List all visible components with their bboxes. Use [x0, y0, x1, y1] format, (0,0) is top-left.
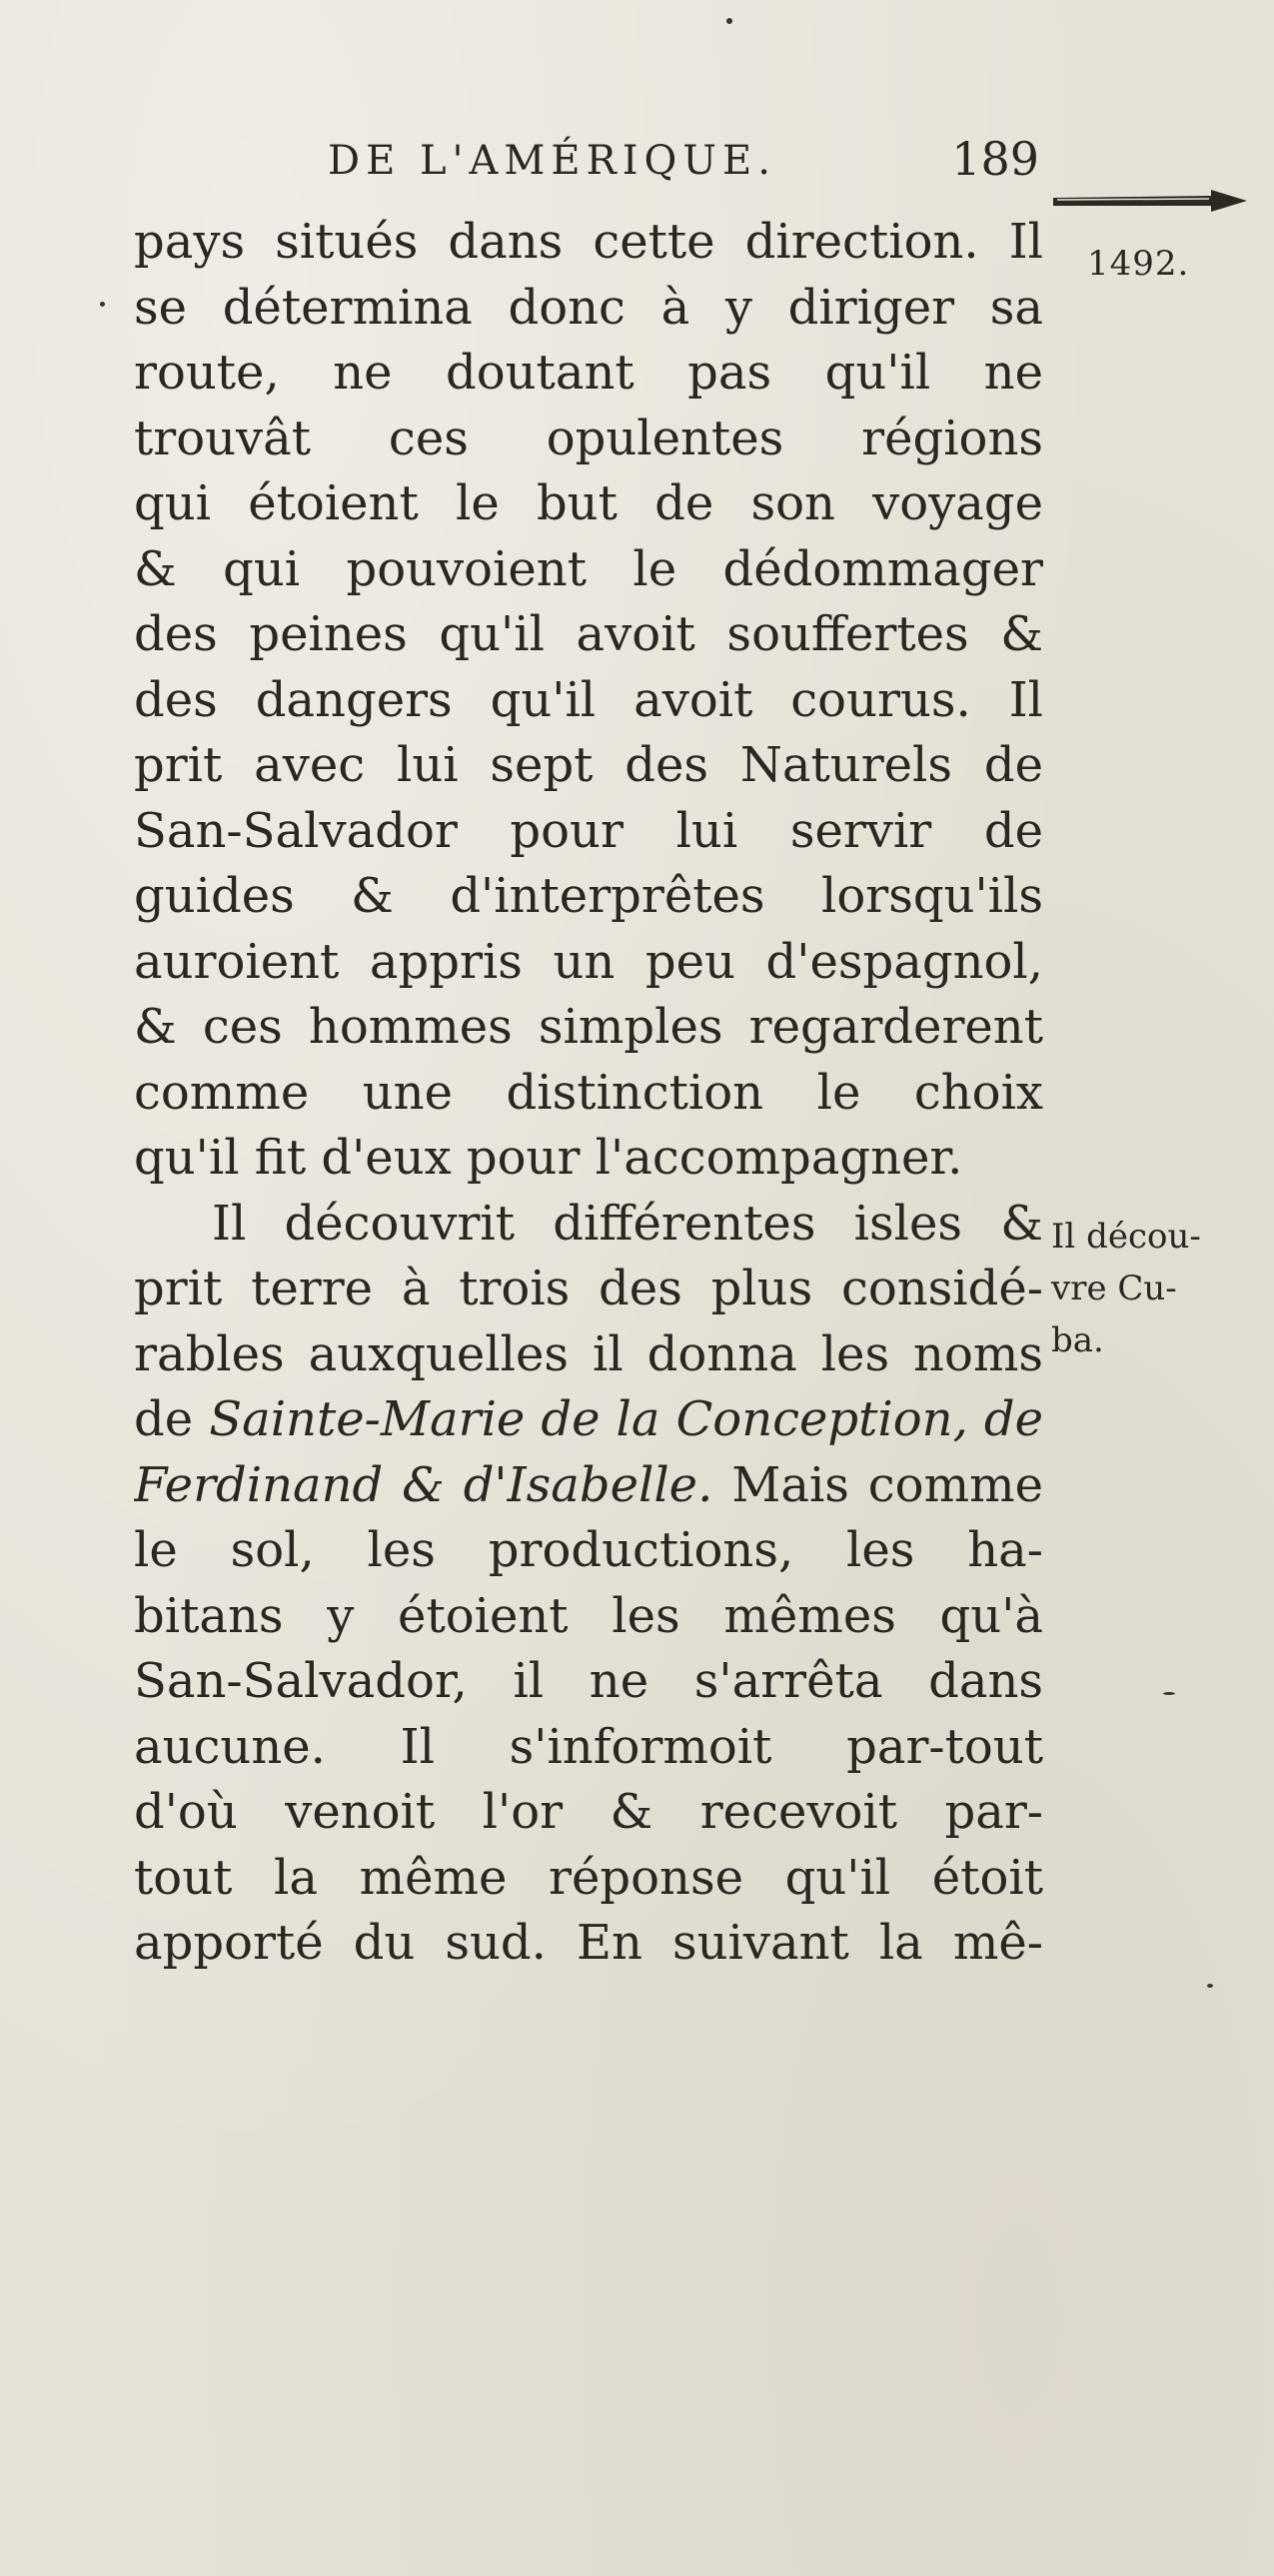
text-line	[134, 1453, 1043, 1519]
margin-note-line: Il décou-	[1051, 1217, 1201, 1257]
text-line: San-Salvador, il ne s'arrêta dans	[134, 1653, 1043, 1709]
text-line: qu'il fit d'eux pour l'accompagner.	[134, 1130, 963, 1186]
paper-speck	[100, 302, 105, 307]
page-number: 189	[951, 132, 1039, 186]
text-line: & ces hommes simples regarderent	[134, 999, 1043, 1055]
italic-place-names: Sainte-Marie de la Conception, de	[209, 1391, 1043, 1447]
text-line: des dangers qu'il avoit courus. Il	[134, 671, 1043, 728]
text-line: prit avec lui sept des Naturels de	[134, 737, 1043, 793]
text-line: des peines qu'il avoit souffertes &	[134, 606, 1043, 662]
text-line: qui étoient le but de son voyage	[134, 475, 1043, 531]
body-text	[134, 210, 1043, 1977]
text-line: comme une distinction le choix	[134, 1064, 1043, 1121]
text-line: route, ne doutant pas qu'il ne	[134, 345, 1043, 401]
pointing-hand-icon	[1051, 184, 1251, 220]
paper-speck	[726, 18, 732, 24]
margin-note-line: vre Cu-	[1051, 1269, 1177, 1308]
text-segment: de	[134, 1391, 210, 1447]
italic-place-names: Ferdinand & d'Isabelle.	[134, 1456, 713, 1513]
text-line: prit terre à trois des plus considé-	[134, 1261, 1043, 1316]
text-line: apporté du sud. En suivant la mê-	[134, 1915, 1043, 1971]
margin-note	[1051, 1211, 1201, 1366]
text-line	[134, 1387, 1043, 1453]
text-line: le sol, les productions, les ha-	[134, 1522, 1043, 1578]
text-line: guides & d'interprêtes lorsqu'ils	[134, 868, 1043, 924]
text-line: & qui pouvoient le dédommager	[134, 540, 1043, 597]
text-line: tout la même réponse qu'il étoit	[134, 1849, 1043, 1906]
text-line: trouvât ces opulentes régions	[134, 410, 1043, 466]
paper-speck	[1163, 1692, 1175, 1695]
text-line: bitans y étoient les mêmes qu'à	[134, 1587, 1043, 1644]
text-line: aucune. Il s'informoit par-tout	[134, 1718, 1043, 1775]
text-line: San-Salvador pour lui servir de	[134, 802, 1043, 859]
text-line: auroient appris un peu d'espagnol,	[134, 933, 1043, 990]
text-line: pays situés dans cette direction. Il	[134, 214, 1043, 270]
running-title: DE L'AMÉRIQUE.	[328, 138, 776, 184]
text-line: rables auxquelles il donna les noms	[134, 1325, 1043, 1382]
text-line: d'où venoit l'or & recevoit par-	[134, 1784, 1043, 1840]
margin-year: 1492.	[1087, 244, 1190, 284]
text-segment: Mais comme	[712, 1456, 1043, 1513]
text-line: Il découvrit différentes isles &	[212, 1195, 1043, 1252]
running-head	[328, 132, 1039, 198]
margin-note-line: ba.	[1051, 1320, 1104, 1360]
paper-speck	[1207, 1984, 1213, 1988]
text-line: se détermina donc à y diriger sa	[134, 279, 1043, 336]
